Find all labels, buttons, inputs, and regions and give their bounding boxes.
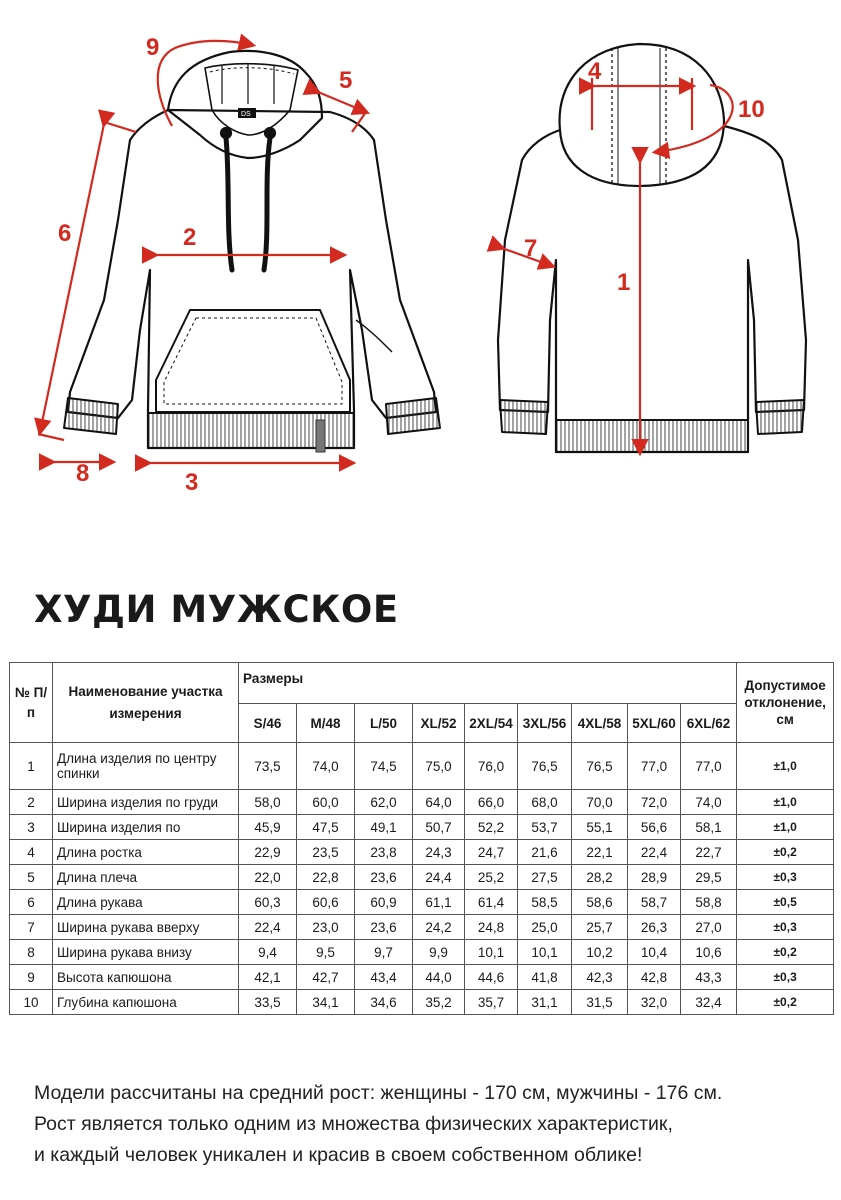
measurement-value: 73,5	[239, 743, 297, 790]
measurement-value: 52,2	[465, 815, 518, 840]
measurement-value: 58,1	[681, 815, 737, 840]
tolerance-value: ±0,2	[737, 840, 834, 865]
measurement-value: 43,3	[681, 965, 737, 990]
row-number: 9	[10, 965, 53, 990]
table-row	[10, 990, 834, 1015]
size-header: XL/52	[413, 704, 465, 743]
measurement-value: 9,9	[413, 940, 465, 965]
measurement-value: 10,1	[465, 940, 518, 965]
measurement-value: 56,6	[628, 815, 681, 840]
measurement-value: 60,6	[297, 890, 355, 915]
measurement-value: 60,9	[355, 890, 413, 915]
measurement-value: 22,1	[572, 840, 628, 865]
measurement-value: 76,0	[465, 743, 518, 790]
measurement-value: 58,5	[518, 890, 572, 915]
header-sizes: Размеры	[239, 663, 737, 704]
row-number: 10	[10, 990, 53, 1015]
measurement-value: 26,3	[628, 915, 681, 940]
measurement-name: Длина изделия по центру спинки	[53, 743, 239, 790]
measurement-value: 64,0	[413, 790, 465, 815]
measurement-value: 42,1	[239, 965, 297, 990]
size-header: 5XL/60	[628, 704, 681, 743]
table-row	[10, 915, 834, 940]
measurement-value: 34,1	[297, 990, 355, 1015]
row-number: 3	[10, 815, 53, 840]
row-number: 1	[10, 743, 53, 790]
table-row	[10, 865, 834, 890]
tolerance-value: ±1,0	[737, 743, 834, 790]
size-header: L/50	[355, 704, 413, 743]
row-number: 5	[10, 865, 53, 890]
table-row	[10, 965, 834, 990]
measurement-value: 23,6	[355, 915, 413, 940]
measurement-value: 60,0	[297, 790, 355, 815]
measurement-value: 61,1	[413, 890, 465, 915]
measurement-value: 23,0	[297, 915, 355, 940]
header-tolerance: Допустимое отклонение, см	[737, 663, 834, 743]
measurement-value: 9,5	[297, 940, 355, 965]
measure-label-3: 3	[185, 469, 199, 496]
row-number: 4	[10, 840, 53, 865]
table-row	[10, 815, 834, 840]
measurement-value: 43,4	[355, 965, 413, 990]
measurement-name: Высота капюшона	[53, 965, 239, 990]
note-line: Модели рассчитаны на средний рост: женщины - 170 см, мужчины - 176 см.	[34, 1082, 723, 1104]
measurement-value: 58,0	[239, 790, 297, 815]
measurement-value: 58,7	[628, 890, 681, 915]
measurement-value: 31,1	[518, 990, 572, 1015]
measure-label-2: 2	[183, 224, 197, 251]
measurement-name: Ширина изделия по груди	[53, 790, 239, 815]
front-view	[64, 51, 440, 452]
measurement-value: 22,4	[628, 840, 681, 865]
back-hood	[560, 44, 724, 186]
measurement-value: 74,5	[355, 743, 413, 790]
measurement-value: 68,0	[518, 790, 572, 815]
header-no: № П/п	[10, 663, 53, 743]
tolerance-value: ±0,2	[737, 940, 834, 965]
tolerance-value: ±0,5	[737, 890, 834, 915]
measurement-value: 35,7	[465, 990, 518, 1015]
measurement-name: Ширина рукава вверху	[53, 915, 239, 940]
measurement-value: 53,7	[518, 815, 572, 840]
table-row	[10, 790, 834, 815]
measure-label-6: 6	[58, 220, 72, 247]
measurement-value: 58,6	[572, 890, 628, 915]
size-header: S/46	[239, 704, 297, 743]
measurement-value: 28,2	[572, 865, 628, 890]
measurement-value: 60,3	[239, 890, 297, 915]
measurement-name: Длина плеча	[53, 865, 239, 890]
measurement-value: 27,0	[681, 915, 737, 940]
tolerance-value: ±0,2	[737, 990, 834, 1015]
measurement-value: 10,1	[518, 940, 572, 965]
page-title: ХУДИ МУЖСКОЕ	[34, 588, 399, 631]
measurement-value: 22,4	[239, 915, 297, 940]
measurement-value: 62,0	[355, 790, 413, 815]
measurement-value: 55,1	[572, 815, 628, 840]
size-header: 6XL/62	[681, 704, 737, 743]
measurement-value: 24,4	[413, 865, 465, 890]
front-body	[68, 110, 436, 448]
measure-label-9: 9	[146, 34, 160, 61]
measurement-value: 70,0	[572, 790, 628, 815]
measurement-value: 35,2	[413, 990, 465, 1015]
measurement-value: 22,8	[297, 865, 355, 890]
measurement-value: 23,5	[297, 840, 355, 865]
size-header: 3XL/56	[518, 704, 572, 743]
measurement-value: 77,0	[681, 743, 737, 790]
table-row	[10, 890, 834, 915]
measurement-value: 34,6	[355, 990, 413, 1015]
measurement-value: 76,5	[518, 743, 572, 790]
row-number: 8	[10, 940, 53, 965]
measurement-value: 42,3	[572, 965, 628, 990]
measurement-value: 31,5	[572, 990, 628, 1015]
table-header-row	[10, 663, 834, 704]
tolerance-value: ±1,0	[737, 815, 834, 840]
measurement-value: 32,4	[681, 990, 737, 1015]
table-row	[10, 743, 834, 790]
measurement-value: 32,0	[628, 990, 681, 1015]
measurement-value: 27,5	[518, 865, 572, 890]
measure-label-8: 8	[76, 460, 90, 487]
measurement-name: Глубина капюшона	[53, 990, 239, 1015]
table-row	[10, 940, 834, 965]
measurement-value: 33,5	[239, 990, 297, 1015]
measurement-value: 44,6	[465, 965, 518, 990]
measurement-value: 24,8	[465, 915, 518, 940]
measurement-value: 75,0	[413, 743, 465, 790]
measurement-value: 10,6	[681, 940, 737, 965]
notes	[34, 1078, 722, 1171]
measurement-value: 25,2	[465, 865, 518, 890]
measurement-value: 77,0	[628, 743, 681, 790]
brand-tag: DS	[241, 111, 251, 118]
row-number: 7	[10, 915, 53, 940]
tolerance-value: ±1,0	[737, 790, 834, 815]
measurement-value: 76,5	[572, 743, 628, 790]
measurement-value: 24,3	[413, 840, 465, 865]
table-row	[10, 840, 834, 865]
table-body	[10, 743, 834, 1015]
measurement-lines	[38, 41, 733, 463]
measurement-value: 23,6	[355, 865, 413, 890]
measurement-value: 66,0	[465, 790, 518, 815]
measure-label-5: 5	[339, 67, 353, 94]
tolerance-value: ±0,3	[737, 965, 834, 990]
measurement-value: 74,0	[681, 790, 737, 815]
measurement-value: 41,8	[518, 965, 572, 990]
front-hood	[168, 51, 322, 158]
measurement-value: 25,0	[518, 915, 572, 940]
size-chart-table	[9, 662, 834, 1015]
size-header: 2XL/54	[465, 704, 518, 743]
note-line: и каждый человек уникален и красив в своем собственном облике!	[34, 1144, 643, 1166]
measurement-name: Ширина рукава внизу	[53, 940, 239, 965]
measurement-value: 42,7	[297, 965, 355, 990]
measurement-value: 24,7	[465, 840, 518, 865]
measurement-value: 25,7	[572, 915, 628, 940]
measurement-value: 9,4	[239, 940, 297, 965]
measurement-value: 22,0	[239, 865, 297, 890]
measurement-value: 22,9	[239, 840, 297, 865]
measurement-value: 58,8	[681, 890, 737, 915]
measure-label-1: 1	[617, 269, 631, 296]
measure-label-7: 7	[524, 235, 538, 262]
measurement-name: Ширина изделия по	[53, 815, 239, 840]
kangaroo-pocket	[156, 310, 350, 412]
tolerance-value: ±0,3	[737, 865, 834, 890]
size-header: 4XL/58	[572, 704, 628, 743]
measurement-value: 45,9	[239, 815, 297, 840]
measurement-value: 10,4	[628, 940, 681, 965]
measurement-value: 49,1	[355, 815, 413, 840]
measurement-value: 24,2	[413, 915, 465, 940]
measurement-value: 22,7	[681, 840, 737, 865]
measurement-value: 29,5	[681, 865, 737, 890]
measurement-value: 21,6	[518, 840, 572, 865]
note-line: Рост является только одним из множества физических характеристик,	[34, 1113, 673, 1135]
measurement-value: 61,4	[465, 890, 518, 915]
measurement-value: 74,0	[297, 743, 355, 790]
measurement-value: 44,0	[413, 965, 465, 990]
measurement-value: 9,7	[355, 940, 413, 965]
hoodie-diagram	[0, 0, 841, 560]
measurement-value: 23,8	[355, 840, 413, 865]
measurement-value: 50,7	[413, 815, 465, 840]
size-header: M/48	[297, 704, 355, 743]
measurement-value: 28,9	[628, 865, 681, 890]
row-number: 2	[10, 790, 53, 815]
header-name: Наименование участка измерения	[53, 663, 239, 743]
measurement-value: 42,8	[628, 965, 681, 990]
tolerance-value: ±0,3	[737, 915, 834, 940]
measurement-value: 72,0	[628, 790, 681, 815]
row-number: 6	[10, 890, 53, 915]
measurement-name: Длина рукава	[53, 890, 239, 915]
measure-label-10: 10	[738, 96, 765, 123]
measurement-value: 10,2	[572, 940, 628, 965]
measure-label-4: 4	[588, 58, 602, 85]
measurement-name: Длина ростка	[53, 840, 239, 865]
measurement-value: 47,5	[297, 815, 355, 840]
